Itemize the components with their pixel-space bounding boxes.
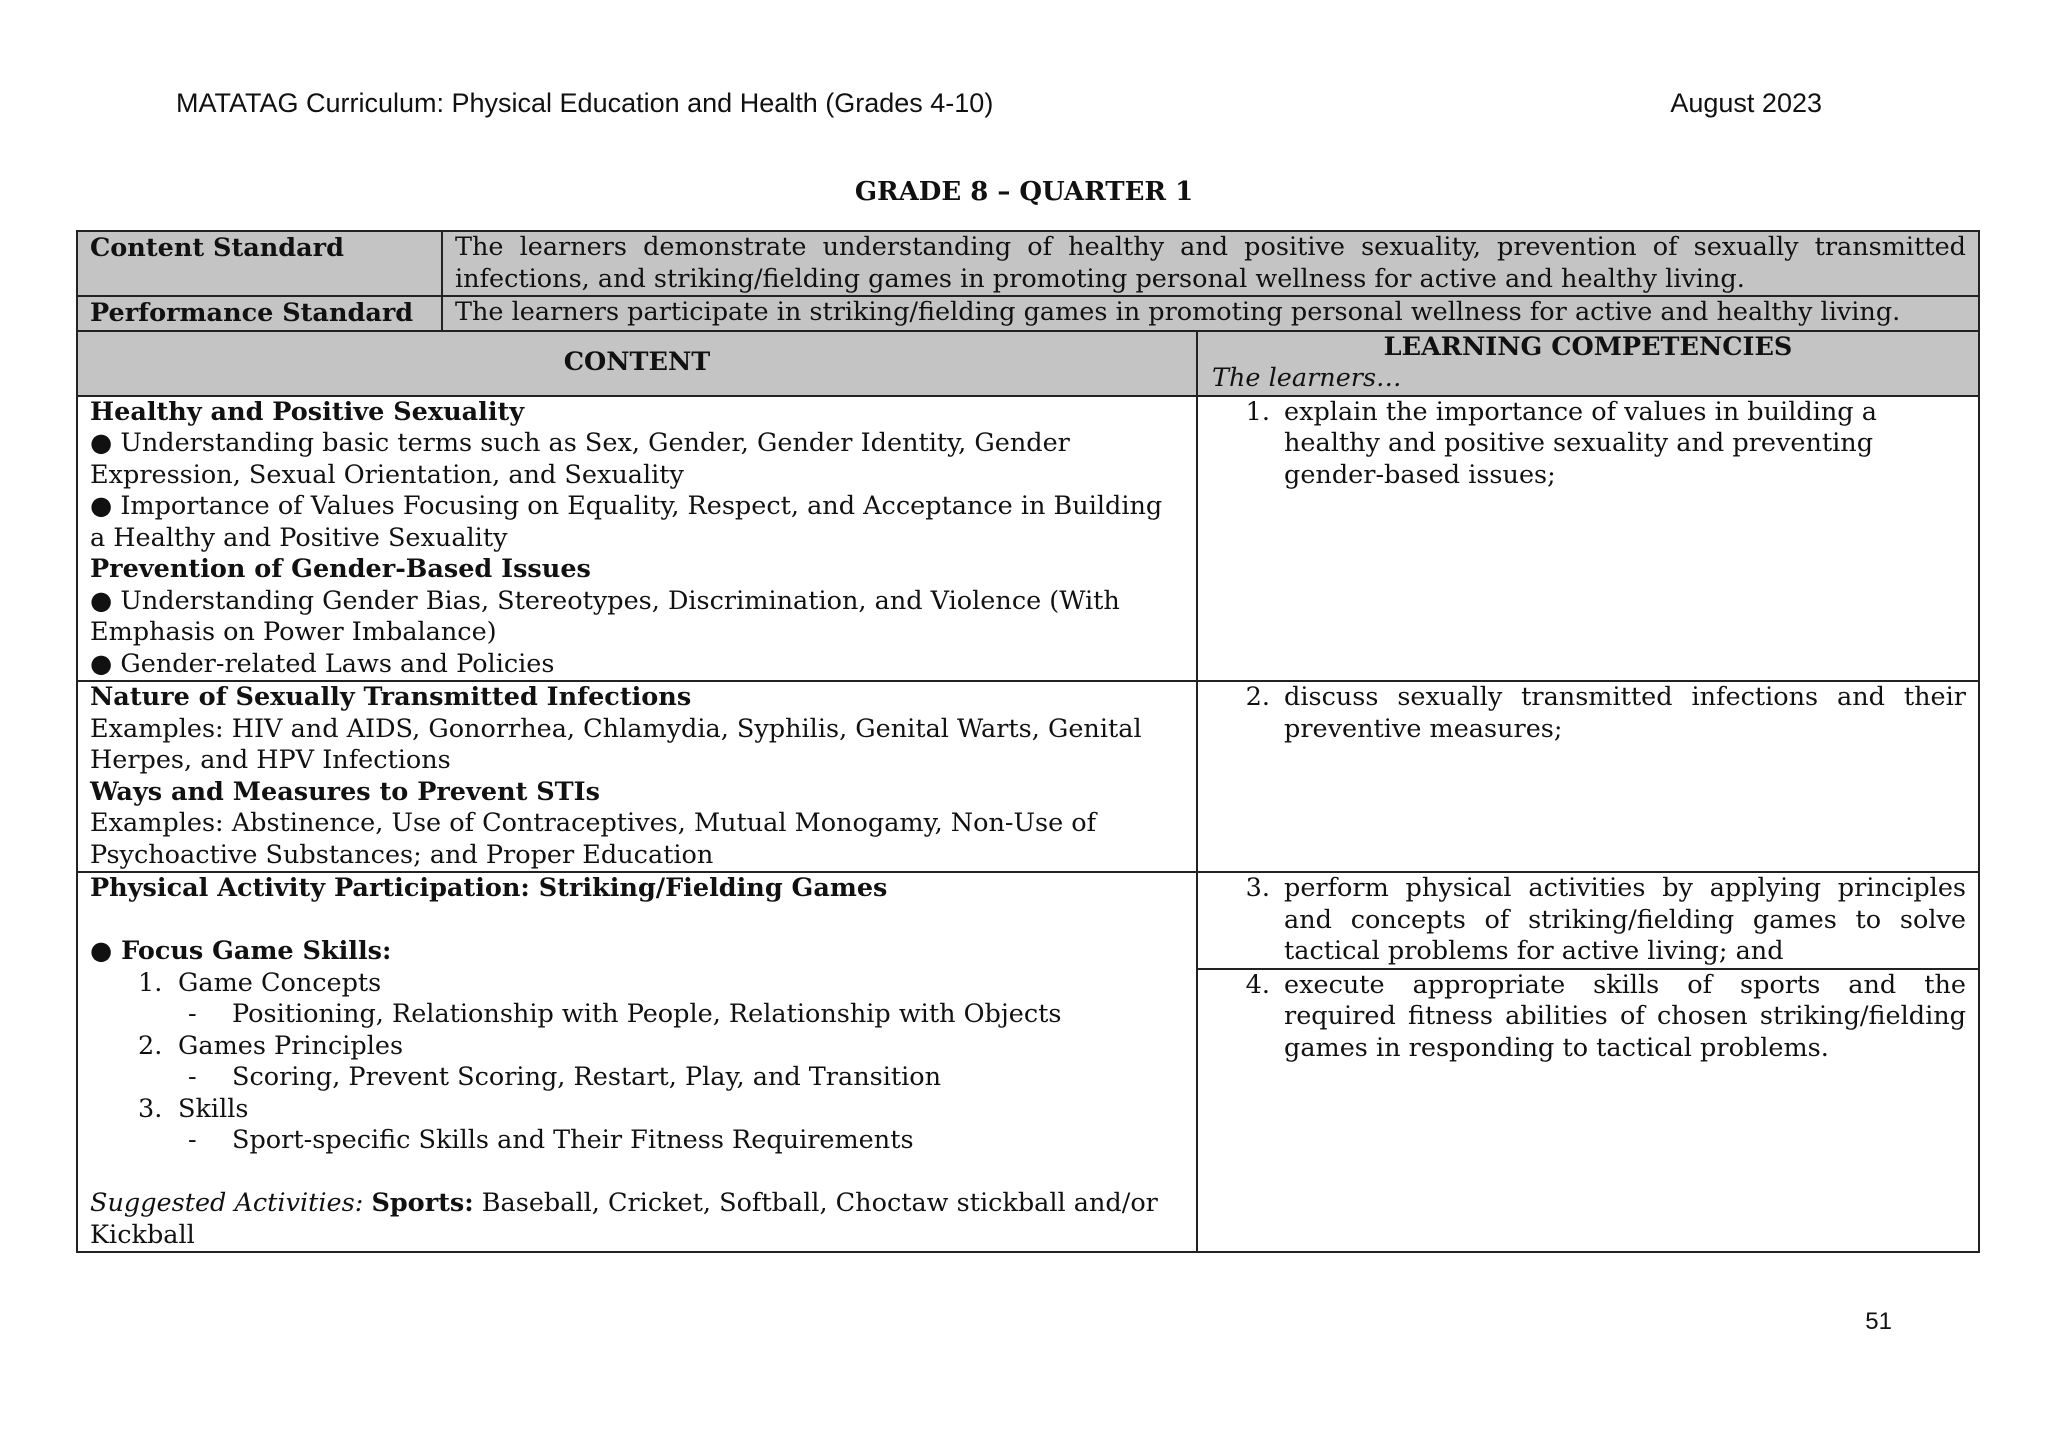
topic-heading: Healthy and Positive Sexuality bbox=[90, 396, 525, 427]
competency-block-4 bbox=[1198, 970, 1978, 1065]
competencies-header-title: LEARNING COMPETENCIES bbox=[1383, 331, 1793, 362]
skill-number: 3. bbox=[138, 1093, 163, 1124]
competency-text: perform physical activities by applying principles and concepts of striking/fielding games to solve tactical problems for active living; and bbox=[1284, 873, 1966, 966]
grade-quarter-title: GRADE 8 – QUARTER 1 bbox=[854, 177, 1194, 207]
topic-bullet: ● Importance of Values Focusing on Equality, Respect, and Acceptance in Building a Healthy and Positive Sexuality bbox=[90, 491, 1163, 553]
competency-item bbox=[1210, 397, 1966, 492]
skill-sub-item bbox=[90, 1125, 1184, 1157]
skill-sub-item bbox=[90, 999, 1184, 1031]
page-number: 51 bbox=[1865, 1308, 1892, 1335]
skill-detail: Positioning, Relationship with People, Relationship with Objects bbox=[232, 999, 1062, 1029]
competency-cell-2 bbox=[1197, 681, 1979, 872]
topic-bullet: ● Understanding basic terms such as Sex, Gender, Gender Identity, Gender Expression, Sexual Orientation, and Sexuality bbox=[90, 428, 1070, 490]
content-standard-row bbox=[77, 231, 1979, 296]
topic-heading: Physical Activity Participation: Striking/Fielding Games bbox=[90, 873, 888, 903]
competency-block-3 bbox=[1198, 873, 1978, 970]
skill-detail: Scoring, Prevent Scoring, Restart, Play, and Transition bbox=[232, 1062, 942, 1092]
skill-list-item bbox=[90, 1094, 1184, 1126]
skill-number: 2. bbox=[138, 1030, 163, 1061]
sports-label: Sports: bbox=[371, 1188, 474, 1218]
focus-skills-heading: ● Focus Game Skills: bbox=[90, 936, 392, 966]
suggested-activities bbox=[90, 1188, 1184, 1251]
competency-number: 2. bbox=[1245, 682, 1270, 712]
topic-bullet: ● Gender-related Laws and Policies bbox=[90, 648, 555, 679]
dash-marker: - bbox=[188, 1125, 197, 1155]
performance-standard-label: Performance Standard bbox=[77, 296, 442, 331]
suggested-activities-text: Baseball, Cricket, Softball, Choctaw stickball and/or Kickball bbox=[90, 1188, 1158, 1250]
content-row-games bbox=[77, 872, 1979, 1252]
competency-item bbox=[1210, 682, 1966, 745]
column-header-row bbox=[77, 331, 1979, 396]
skill-label: Skills bbox=[178, 1093, 249, 1124]
topic-heading: Prevention of Gender-Based Issues bbox=[90, 554, 591, 584]
content-row-sti bbox=[77, 681, 1979, 872]
competency-item bbox=[1210, 873, 1966, 968]
content-column-header: CONTENT bbox=[77, 331, 1197, 396]
document-header-title: MATATAG Curriculum: Physical Education and Health (Grades 4-10) bbox=[176, 88, 994, 118]
competencies-column-header bbox=[1197, 331, 1979, 396]
skill-label: Games Principles bbox=[178, 1030, 404, 1061]
content-standard-text: The learners demonstrate understanding of healthy and positive sexuality, prevention of sexually transmitted infections, and striking/fielding games in promoting personal wellness for active and healthy living. bbox=[442, 231, 1979, 296]
skill-sub-item bbox=[90, 1062, 1184, 1094]
topic-text: Examples: Abstinence, Use of Contraceptives, Mutual Monogamy, Non-Use of Psychoactive Substances; and Proper Education bbox=[90, 808, 1097, 870]
content-cell-games bbox=[77, 872, 1197, 1252]
content-row-sexuality bbox=[77, 396, 1979, 682]
topic-heading: Nature of Sexually Transmitted Infections bbox=[90, 682, 692, 712]
skill-list-item bbox=[90, 1031, 1184, 1063]
topic-text: Examples: HIV and AIDS, Gonorrhea, Chlamydia, Syphilis, Genital Warts, Genital Herpes, and HPV Infections bbox=[90, 713, 1142, 775]
content-cell-sexuality bbox=[77, 396, 1197, 682]
skill-label: Game Concepts bbox=[178, 967, 382, 998]
competency-text: execute appropriate skills of sports and the required fitness abilities of chosen striking/fielding games in responding to tactical problems. bbox=[1284, 969, 1966, 1063]
competency-number: 4. bbox=[1245, 969, 1270, 1000]
performance-standard-row bbox=[77, 296, 1979, 331]
competency-item bbox=[1210, 970, 1966, 1065]
topic-heading: Ways and Measures to Prevent STIs bbox=[90, 776, 600, 807]
competency-number: 1. bbox=[1245, 396, 1270, 427]
topic-bullet: ● Understanding Gender Bias, Stereotypes, Discrimination, and Violence (With Emphasis on Power Imbalance) bbox=[90, 585, 1120, 647]
content-standard-label: Content Standard bbox=[77, 231, 442, 296]
skill-detail: Sport-specific Skills and Their Fitness Requirements bbox=[232, 1125, 914, 1155]
skill-list-item bbox=[90, 968, 1184, 1000]
competency-text: explain the importance of values in building a healthy and positive sexuality and preventing gender-based issues; bbox=[1284, 396, 1877, 490]
competency-number: 3. bbox=[1245, 873, 1270, 903]
content-cell-sti bbox=[77, 681, 1197, 872]
competency-text: discuss sexually transmitted infections and their preventive measures; bbox=[1284, 682, 1966, 744]
performance-standard-text: The learners participate in striking/fielding games in promoting personal wellness for active and healthy living. bbox=[442, 296, 1979, 331]
competency-cell-3-4 bbox=[1197, 872, 1979, 1252]
document-header-date: August 2023 bbox=[1670, 88, 1822, 118]
suggested-activities-label: Suggested Activities: bbox=[90, 1188, 364, 1218]
curriculum-table bbox=[76, 230, 1980, 1253]
competency-cell-1 bbox=[1197, 396, 1979, 682]
dash-marker: - bbox=[188, 1062, 197, 1092]
competencies-header-subtitle: The learners… bbox=[1212, 363, 1402, 393]
skill-number: 1. bbox=[138, 967, 163, 998]
dash-marker: - bbox=[188, 999, 197, 1029]
